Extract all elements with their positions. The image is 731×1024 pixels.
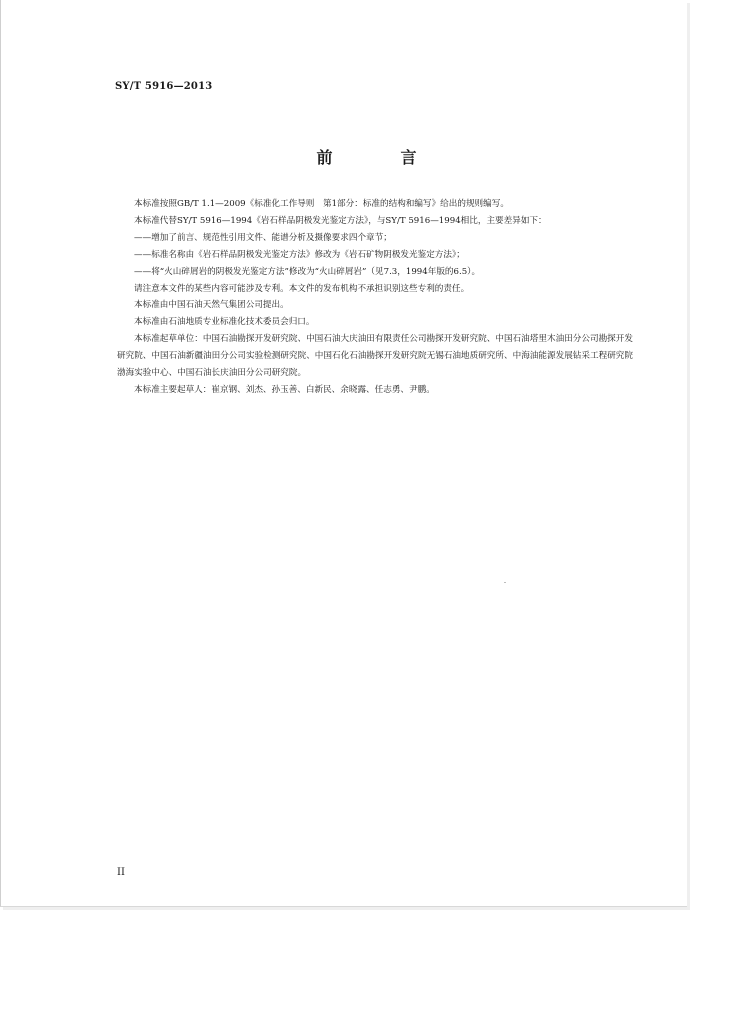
page-number: II (117, 867, 125, 878)
paragraph-drafting-units: 本标准起草单位：中国石油勘探开发研究院、中国石油大庆油田有限责任公司勘探开发研究院、中国石油塔里木油田分公司勘探开发研究院、中国石油新疆油田分公司实验检测研究院、中国石化石油勘探开发研究院无锡石油地质研究所、中海油能源发展钻采工程研究院渤海实验中心、中国石油长庆油田分公司研究院。 (117, 334, 633, 379)
foreword-body (117, 196, 633, 399)
list-item-added-chapters: ——增加了前言、规范性引用文件、能谱分析及摄像要求四个章节； (134, 232, 392, 243)
list-item-title-change: ——标准名称由《岩石样品阴极发光鉴定方法》修改为《岩石矿物阴极发光鉴定方法》； (134, 249, 465, 260)
page-title: 前 言 (316, 148, 443, 167)
scan-speck (504, 582, 506, 583)
paragraph-replacement: 本标准代替SY/T 5916—1994《岩石样品阴极发光鉴定方法》，与SY/T 5916—1994相比，主要差异如下： (134, 215, 547, 226)
standard-code: SY/T 5916—2013 (115, 81, 213, 92)
paragraph-drafters: 本标准主要起草人：崔京钢、刘杰、孙玉善、白新民、余晓露、任志勇、尹鹏。 (134, 384, 435, 395)
paragraph-patent-notice: 请注意本文件的某些内容可能涉及专利。本文件的发布机构不承担识别这些专利的责任。 (134, 283, 470, 294)
list-item-volcanic-change: ——将“火山碎屑岩的阴极发光鉴定方法”修改为“火山碎屑岩”（见7.3，1994年版的6.5）。 (134, 266, 481, 277)
paragraph-drafting-rules: 本标准按照GB/T 1.1—2009《标准化工作导则 第1部分：标准的结构和编写》给出的规则编写。 (134, 199, 509, 209)
paragraph-proposer: 本标准由中国石油天然气集团公司提出。 (134, 300, 289, 311)
paragraph-committee: 本标准由石油地质专业标准化技术委员会归口。 (134, 317, 315, 328)
